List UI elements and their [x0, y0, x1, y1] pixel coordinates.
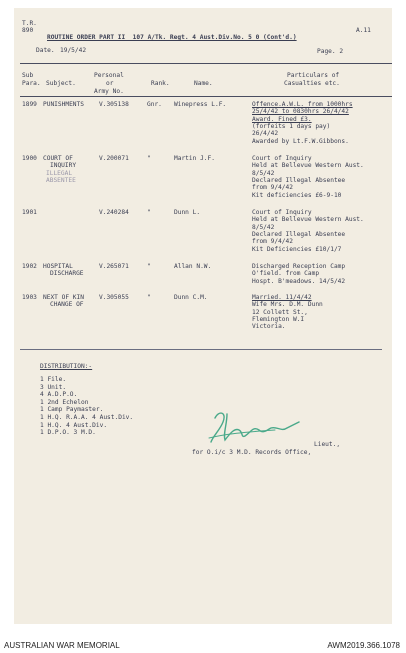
entry-subject-line: HOSPITAL	[43, 263, 73, 270]
entry-rank: "	[147, 294, 151, 301]
entry-particulars-line: Awarded by Lt.F.W.Gibbons.	[252, 137, 349, 145]
entry-particulars-line: Wife Mrs. D.M. Dunn	[252, 301, 323, 309]
entry-particulars-line: Held at Bellevue Western Aust.	[252, 162, 364, 170]
entry-subject-line: COURT OF	[43, 155, 73, 162]
entry-rank: "	[147, 209, 151, 216]
entry-particulars-line: 26/4/42	[252, 130, 279, 138]
entry-particulars-line: Flemington W.I	[252, 315, 305, 323]
entry-particulars-line: Declared Illegal Absentee	[252, 176, 346, 184]
entry-particulars-line: (forfeits 1 days pay)	[252, 122, 331, 130]
archive-footer	[0, 638, 406, 653]
entry-name: Winepress L.F.	[174, 101, 227, 108]
distribution-item: 1 File.	[40, 376, 67, 383]
entry-para-number: 1899	[22, 101, 37, 108]
entry-name: Allan N.W.	[174, 263, 212, 270]
distribution-heading: DISTRIBUTION:-	[40, 363, 93, 370]
entry-subject-line: DISCHARGE	[50, 270, 84, 278]
entry-name: Martin J.F.	[174, 155, 215, 162]
page-number: Page. 2	[317, 48, 344, 55]
distribution-item: 4 A.D.P.O.	[40, 391, 78, 399]
distribution-item: 1 2nd Echelon	[40, 398, 89, 406]
entry-army-number: V.305055	[99, 294, 129, 301]
entry-subject-line: CHANGE OF	[50, 301, 84, 309]
entry-particulars-line: from 9/4/42	[252, 184, 293, 192]
header-rule-top	[20, 63, 392, 64]
col-sub-para-2: Para.	[22, 80, 41, 87]
entry-particulars-line: 8/5/42	[252, 169, 275, 177]
document-title: ROUTINE ORDER PART II 107 A/Tk. Regt. 4 Aust.Div.No. 5 0 (Cont'd.)	[47, 34, 297, 41]
entry-name: Dunn L.	[174, 209, 201, 216]
entry-particulars-line: 8/5/42	[252, 223, 275, 231]
col-particulars-1: Particulars of	[287, 72, 340, 79]
distribution-item: 1 H.Q. R.A.A. 4 Aust.Div.	[40, 414, 134, 421]
entry-para-number: 1901	[22, 209, 37, 216]
entry-para-number: 1902	[22, 263, 37, 270]
entry-para-number: 1900	[22, 155, 37, 162]
entry-particulars-line: 25/4/42 to 0830hrs 26/4/42	[252, 108, 349, 116]
entry-particulars-line: Kit deficiencies £6-9-10	[252, 191, 342, 199]
col-name: Name.	[194, 80, 213, 87]
entry-army-number: V.265071	[99, 263, 129, 270]
entry-rank: "	[147, 263, 151, 270]
entries-end-rule	[20, 349, 382, 350]
entry-subject-line: PUNISHMENTS	[43, 101, 84, 108]
col-particulars-2: Casualties etc.	[284, 80, 340, 87]
entry-particulars-line: Court of Inquiry	[252, 209, 312, 216]
footer-institution: AUSTRALIAN WAR MEMORIAL	[4, 641, 120, 650]
entry-particulars-line: Discharged Reception Camp	[252, 263, 346, 270]
col-rank: Rank.	[151, 80, 170, 87]
entry-particulars-line: Hospt. B'meadows. 14/5/42	[252, 277, 346, 285]
col-personal-3: Army No.	[94, 88, 124, 95]
sheet-number: A.11	[356, 27, 371, 34]
reference-code: T.R.	[22, 20, 37, 27]
date-value: 19/5/42	[60, 47, 87, 54]
signoff-rank: Lieut.,	[314, 441, 341, 448]
entry-subject-line: INQUIRY	[50, 162, 77, 170]
entry-name: Dunn C.M.	[174, 294, 208, 301]
date-label: Date.	[36, 47, 55, 54]
entry-particulars-line: O'field. from Camp	[252, 270, 320, 278]
entry-subject-line: ILLEGAL	[46, 169, 73, 177]
entry-particulars-line: Kit Deficiencies £10/1/7	[252, 245, 342, 253]
entry-particulars-line: Court of Inquiry	[252, 155, 312, 162]
entry-particulars-line: Offence.A.W.L. from 1000hrs	[252, 101, 353, 108]
entry-particulars-line: 12 Collett St.,	[252, 308, 308, 316]
col-subject: Subject.	[46, 80, 76, 87]
distribution-item: 1 Camp Paymaster.	[40, 406, 104, 414]
footer-accession-number: AWM2019.366.1078	[327, 641, 400, 650]
entry-army-number: V.200071	[99, 155, 129, 162]
distribution-item: 1 H.Q. 4 Aust.Div.	[40, 421, 108, 429]
entry-particulars-line: Award. Fined £3.	[252, 115, 312, 123]
entry-army-number: V.240284	[99, 209, 129, 216]
signoff-office: for O.i/c 3 M.D. Records Office,	[192, 449, 312, 456]
entry-rank: Gnr.	[147, 101, 162, 108]
distribution-item: 1 D.P.O. 3 M.D.	[40, 429, 96, 437]
entry-army-number: V.305138	[99, 101, 129, 108]
col-sub-para-1: Sub	[22, 72, 34, 79]
entry-subject-line: ABSENTEE	[46, 176, 76, 184]
entry-subject-line: NEXT OF KIN	[43, 294, 84, 301]
reference-number: 890	[22, 27, 34, 34]
col-personal-2: or	[106, 80, 114, 87]
entry-particulars-line: Held at Bellevue Western Aust.	[252, 216, 364, 224]
entry-particulars-line: Victoria.	[252, 323, 286, 331]
col-personal-1: Personal	[94, 72, 124, 79]
entry-rank: "	[147, 155, 151, 162]
header-rule-bottom	[20, 96, 392, 97]
entry-particulars-line: Declared Illegal Absentee	[252, 230, 346, 238]
entry-para-number: 1903	[22, 294, 37, 301]
distribution-item: 3 Unit.	[40, 383, 67, 391]
entry-particulars-line: Married. 11/4/42	[252, 294, 312, 301]
signature-mark	[205, 408, 301, 448]
entry-particulars-line: from 9/4/42	[252, 238, 293, 246]
